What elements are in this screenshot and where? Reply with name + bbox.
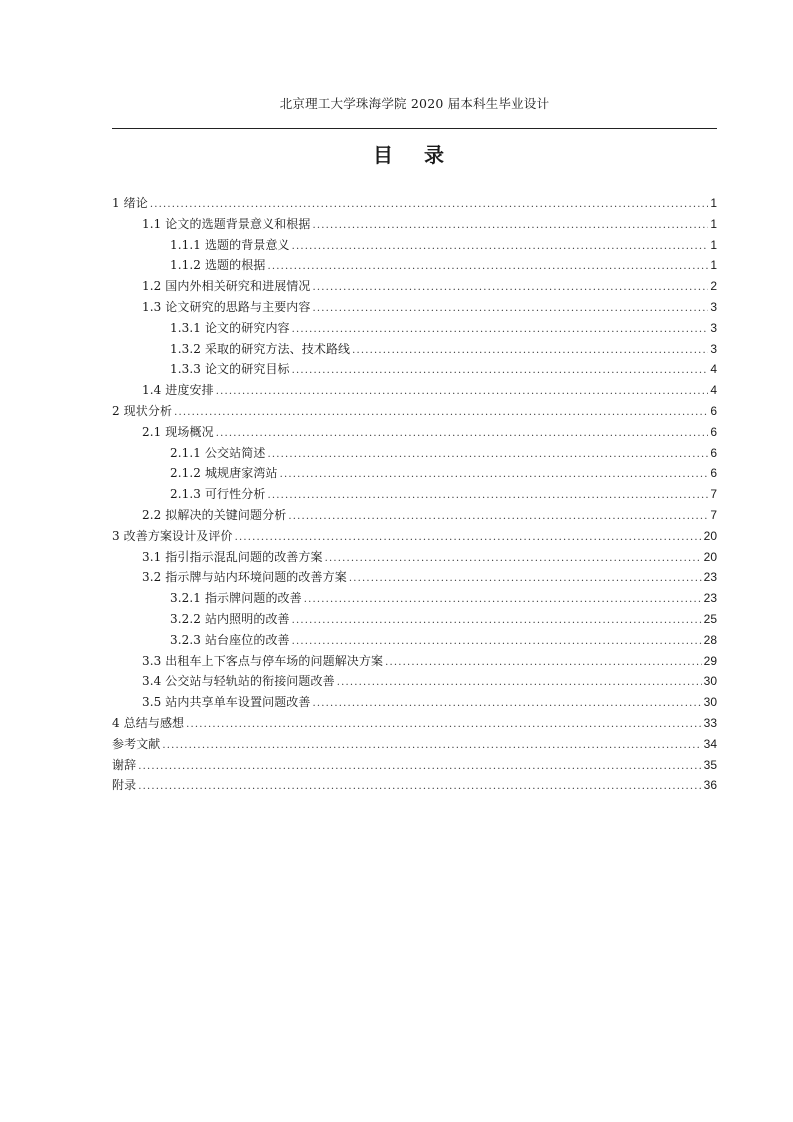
toc-dot-leader <box>267 261 708 272</box>
toc-page-number: 28 <box>703 632 717 647</box>
toc-page-number: 1 <box>710 237 717 252</box>
toc-entry-label: 3.4 公交站与轻轨站的衔接问题改善 <box>142 674 335 689</box>
toc-entry[interactable] <box>112 756 717 777</box>
toc-entry[interactable] <box>112 527 717 548</box>
toc-entry-label: 1.3.1 论文的研究内容 <box>170 320 290 335</box>
toc-entry[interactable] <box>112 360 717 381</box>
toc-entry-label: 3.2.3 站台座位的改善 <box>170 632 290 647</box>
toc-entry[interactable] <box>112 735 717 756</box>
toc-entry[interactable] <box>112 236 717 257</box>
toc-entry[interactable] <box>112 631 717 652</box>
toc-page-number: 1 <box>710 216 717 231</box>
toc-dot-leader <box>292 324 709 335</box>
toc-entry-label: 2.1 现场概况 <box>142 424 214 439</box>
toc-page-number: 20 <box>703 528 717 543</box>
toc-entry-label: 2.1.2 城规唐家湾站 <box>170 466 278 481</box>
toc-page-number: 1 <box>710 258 717 273</box>
toc-entry-label: 3.1 指引指示混乱问题的改善方案 <box>142 549 323 564</box>
toc-entry[interactable] <box>112 589 717 610</box>
toc-dot-leader <box>313 220 709 231</box>
toc-page-number: 34 <box>703 736 717 751</box>
toc-entry[interactable] <box>112 464 717 485</box>
toc-dot-leader <box>349 573 702 584</box>
toc-page-number: 30 <box>703 695 717 710</box>
toc-dot-leader <box>385 657 702 668</box>
toc-entry[interactable] <box>112 444 717 465</box>
toc-entry[interactable] <box>112 215 717 236</box>
toc-entry[interactable] <box>112 568 717 589</box>
toc-entry-label: 3.5 站内共享单车设置问题改善 <box>142 695 311 710</box>
toc-dot-leader <box>138 781 701 792</box>
toc-dot-leader <box>280 469 709 480</box>
toc-entry-label: 2.1.1 公交站简述 <box>170 445 266 460</box>
toc-entry-label: 1.2 国内外相关研究和进展情况 <box>142 279 311 294</box>
toc-page-number: 29 <box>703 653 717 668</box>
toc-page-number: 23 <box>703 570 717 585</box>
toc-page-number: 3 <box>710 341 717 356</box>
toc-page-number: 6 <box>710 403 717 418</box>
toc-dot-leader <box>313 282 709 293</box>
toc-entry-label: 3.2 指示牌与站内环境问题的改善方案 <box>142 570 347 585</box>
toc-dot-leader <box>162 740 701 751</box>
toc-dot-leader <box>150 199 708 210</box>
toc-page-number: 6 <box>710 424 717 439</box>
toc-dot-leader <box>313 698 702 709</box>
toc-dot-leader <box>304 594 702 605</box>
toc-page-number: 36 <box>703 778 717 793</box>
toc-dot-leader <box>267 490 708 501</box>
toc-dot-leader <box>292 365 709 376</box>
toc-entry[interactable] <box>112 652 717 673</box>
toc-entry[interactable] <box>112 423 717 444</box>
toc-page-number: 7 <box>710 487 717 502</box>
toc-entry-label: 参考文献 <box>112 736 161 751</box>
toc-entry[interactable] <box>112 194 717 215</box>
toc-dot-leader <box>337 677 702 688</box>
toc-page-number: 1 <box>710 196 717 210</box>
toc-page-number: 25 <box>703 611 717 626</box>
toc-dot-leader <box>216 428 709 439</box>
toc-page-number: 4 <box>710 362 717 377</box>
toc-entry-label: 1.3 论文研究的思路与主要内容 <box>142 299 311 314</box>
toc-page-number: 6 <box>710 445 717 460</box>
toc-entry-label: 1 绪论 <box>112 196 148 210</box>
toc-entry-label: 3.2.2 站内照明的改善 <box>170 611 290 626</box>
toc-entry[interactable] <box>112 298 717 319</box>
toc-entry-label: 4 总结与感想 <box>112 715 185 730</box>
toc-entry-label: 附录 <box>112 778 137 793</box>
toc-page-number: 6 <box>710 466 717 481</box>
toc-entry-label: 谢辞 <box>112 757 137 772</box>
toc-dot-leader <box>138 761 701 772</box>
toc-entry[interactable] <box>112 610 717 631</box>
toc-entry-label: 1.1.2 选题的根据 <box>170 258 266 273</box>
toc-dot-leader <box>292 241 709 252</box>
toc-entry-label: 2.2 拟解决的关键问题分析 <box>142 507 287 522</box>
toc-entry-label: 1.3.2 采取的研究方法、技术路线 <box>170 341 351 356</box>
toc-entry[interactable] <box>112 693 717 714</box>
toc-entry-label: 2 现状分析 <box>112 403 173 418</box>
toc-entry[interactable] <box>112 256 717 277</box>
toc-dot-leader <box>352 345 708 356</box>
toc-entry-label: 1.1.1 选题的背景意义 <box>170 237 290 252</box>
header-rule <box>112 128 717 129</box>
toc-dot-leader <box>186 719 701 730</box>
toc-entry[interactable] <box>112 485 717 506</box>
toc-title: 目 录 <box>373 143 456 167</box>
toc-entry-label: 1.3.3 论文的研究目标 <box>170 362 290 377</box>
toc-entry[interactable] <box>112 381 717 402</box>
toc-page-number: 2 <box>710 279 717 294</box>
toc-page-number: 4 <box>710 383 717 398</box>
toc-entry-label: 3 改善方案设计及评价 <box>112 528 233 543</box>
toc-page-number: 30 <box>703 674 717 689</box>
toc-entry-label: 2.1.3 可行性分析 <box>170 487 266 502</box>
toc-entry[interactable] <box>112 319 717 340</box>
toc-dot-leader <box>292 636 702 647</box>
toc-dot-leader <box>288 511 708 522</box>
running-header: 北京理工大学珠海学院 2020 届本科生毕业设计 <box>279 96 550 111</box>
toc-page-number: 33 <box>703 715 717 730</box>
toc-entry-label: 1.1 论文的选题背景意义和根据 <box>142 216 311 231</box>
toc-entry[interactable] <box>112 340 717 361</box>
toc-entry-label: 3.2.1 指示牌问题的改善 <box>170 591 302 606</box>
toc-entry[interactable] <box>112 277 717 298</box>
toc-entry[interactable] <box>112 672 717 693</box>
toc-page-number: 35 <box>703 757 717 772</box>
toc-page-number: 3 <box>710 299 717 314</box>
toc-dot-leader <box>313 303 709 314</box>
toc-dot-leader <box>174 407 708 418</box>
toc-entry-label: 3.3 出租车上下客点与停车场的问题解决方案 <box>142 653 384 668</box>
toc-entry[interactable] <box>112 506 717 527</box>
toc-entry[interactable] <box>112 402 717 423</box>
toc-dot-leader <box>325 553 702 564</box>
toc-entry-label: 1.4 进度安排 <box>142 383 214 398</box>
toc-dot-leader <box>267 449 708 460</box>
toc-page-number: 3 <box>710 320 717 335</box>
toc-page-number: 23 <box>703 591 717 606</box>
toc-page-number: 20 <box>703 549 717 564</box>
toc-list <box>112 194 717 797</box>
toc-dot-leader <box>216 386 709 397</box>
toc-entry[interactable] <box>112 548 717 569</box>
toc-dot-leader <box>292 615 702 626</box>
toc-dot-leader <box>235 532 702 543</box>
toc-entry[interactable] <box>112 714 717 735</box>
toc-entry[interactable] <box>112 776 717 797</box>
toc-page-number: 7 <box>710 507 717 522</box>
